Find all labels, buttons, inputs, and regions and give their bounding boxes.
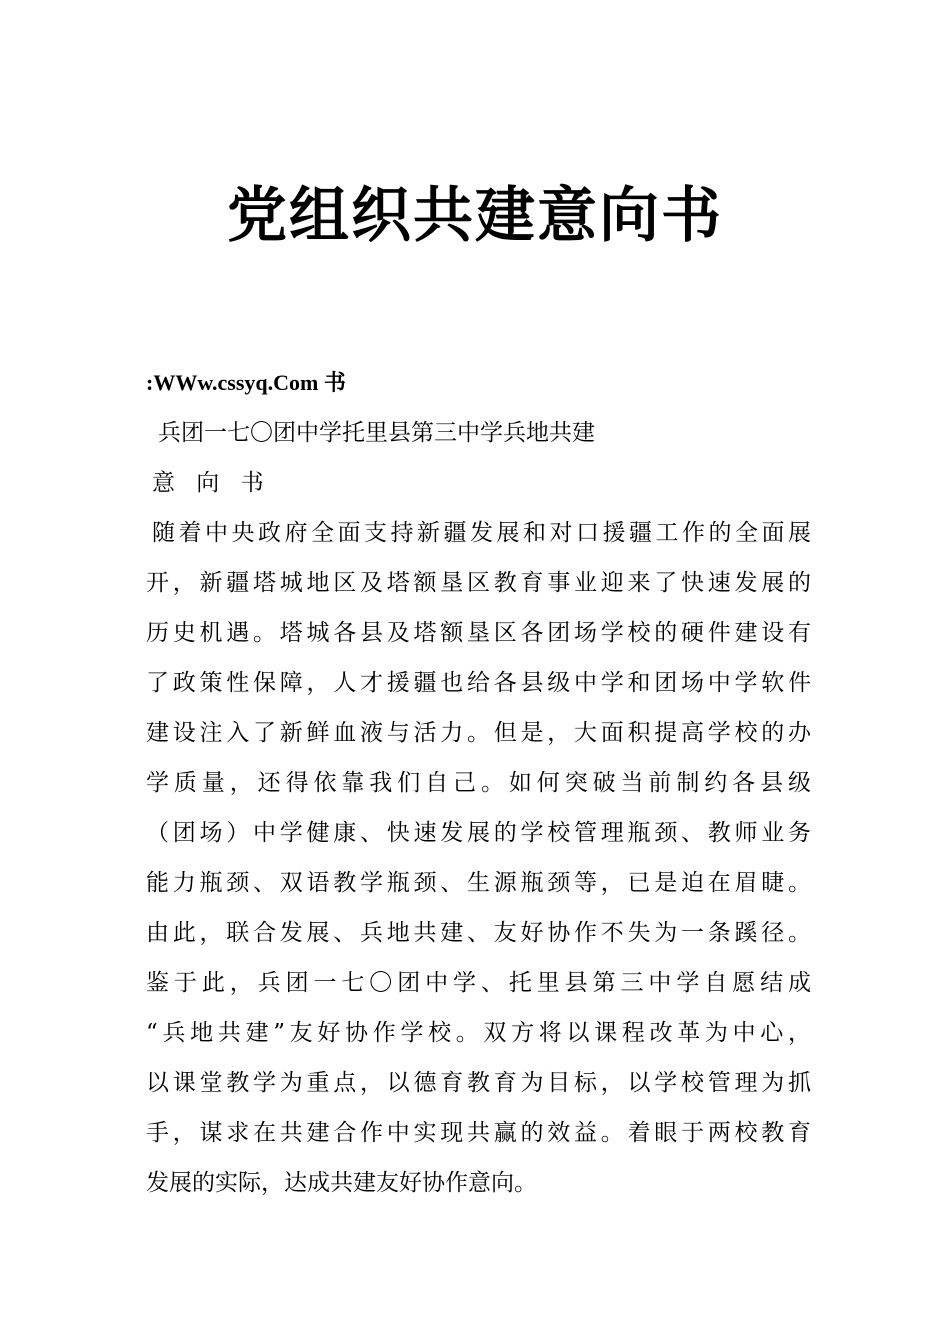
body-line: 鉴于此，兵团一七〇团中学、托里县第三中学自愿结成 xyxy=(146,970,811,996)
source-line: :WWw.cssyq.Com 书 xyxy=(146,370,346,395)
body-line: 由此，联合发展、兵地共建、友好协作不失为一条蹊径。 xyxy=(146,920,811,946)
body-line: 随着中央政府全面支持新疆发展和对口援疆工作的全面展 xyxy=(152,520,811,546)
body-line: 发展的实际，达成共建友好协作意向。 xyxy=(146,1170,537,1196)
body-line: 学质量，还得依靠我们自己。如何突破当前制约各县级 xyxy=(146,770,811,796)
body-line: 手，谋求在共建合作中实现共赢的效益。着眼于两校教育 xyxy=(146,1120,811,1146)
body-line: 以课堂教学为重点，以德育教育为目标，以学校管理为抓 xyxy=(146,1070,811,1096)
document-heading: 意 向 书 xyxy=(152,470,271,496)
body-line: 开，新疆塔城地区及塔额垦区教育事业迎来了快速发展的 xyxy=(146,570,811,596)
body-line: （团场）中学健康、快速发展的学校管理瓶颈、教师业务 xyxy=(146,820,811,846)
body-line: 能力瓶颈、双语教学瓶颈、生源瓶颈等，已是迫在眉睫。 xyxy=(146,870,811,896)
body-line: 了政策性保障，人才援疆也给各县级中学和团场中学软件 xyxy=(146,670,811,696)
document-subtitle: 兵团一七〇团中学托里县第三中学兵地共建 xyxy=(158,420,595,446)
body-line: 建设注入了新鲜血液与活力。但是，大面积提高学校的办 xyxy=(146,720,811,746)
body-line: “兵地共建”友好协作学校。双方将以课程改革为中心， xyxy=(146,1020,811,1046)
body-line: 历史机遇。塔城各县及塔额垦区各团场学校的硬件建设有 xyxy=(146,620,811,646)
document-title: 党组织共建意向书 xyxy=(227,181,723,251)
